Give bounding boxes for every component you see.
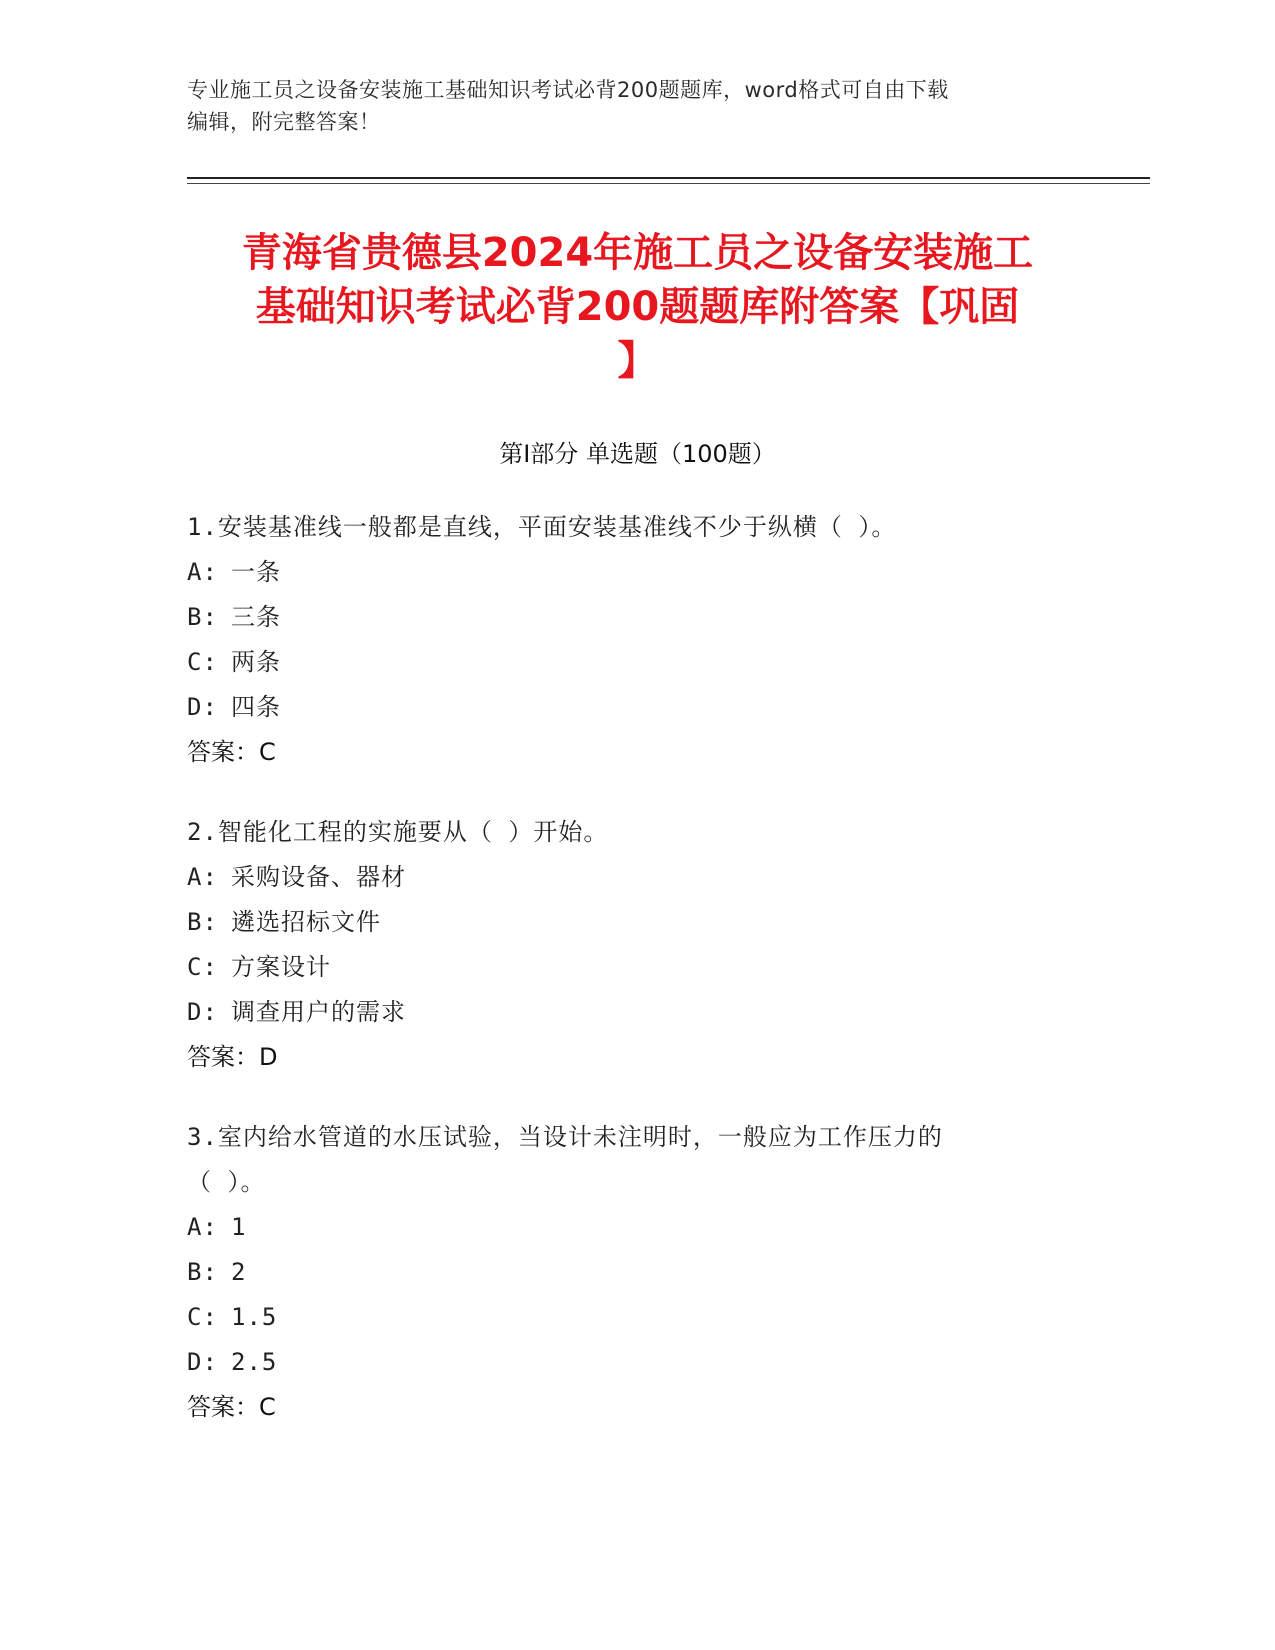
option-text: 1.5 (231, 1303, 278, 1331)
option-text: 方案设计 (231, 953, 331, 981)
option-letter: C: (187, 953, 218, 981)
question-2 (187, 810, 1087, 1080)
option-letter: C: (187, 648, 218, 676)
option-letter: D: (187, 1348, 218, 1376)
option-c (187, 1295, 1087, 1340)
option-letter: D: (187, 998, 218, 1026)
option-text: 调查用户的需求 (231, 998, 406, 1026)
answer-line: 答案：C (187, 1393, 276, 1421)
option-letter: A: (187, 558, 218, 586)
option-b (187, 1250, 1087, 1295)
header-note (187, 74, 1067, 138)
question-stem-line-2: （ ）。 (187, 1168, 266, 1196)
header-divider-thin (187, 183, 1150, 184)
title-line-2: 基础知识考试必背200题题库附答案【巩固 (255, 284, 1020, 330)
option-text: 遴选招标文件 (231, 908, 381, 936)
title-line-1: 青海省贵德县2024年施工员之设备安装施工 (241, 230, 1034, 276)
option-text: 1 (231, 1213, 247, 1241)
option-letter: B: (187, 1258, 218, 1286)
document-title (150, 226, 1125, 388)
header-note-line-2: 编辑，附完整答案！ (187, 110, 381, 134)
question-stem: 2.智能化工程的实施要从（ ）开始。 (187, 818, 609, 846)
section-heading: 第I部分 单选题（100题） (499, 440, 776, 468)
option-letter: B: (187, 908, 218, 936)
answer-line: 答案：D (187, 1043, 278, 1071)
option-d (187, 990, 1087, 1035)
option-letter: A: (187, 1213, 218, 1241)
option-a (187, 550, 1087, 595)
option-c (187, 945, 1087, 990)
question-stem-line-1: 3.室内给水管道的水压试验，当设计未注明时，一般应为工作压力的 (187, 1123, 943, 1151)
option-d (187, 685, 1087, 730)
option-letter: B: (187, 603, 218, 631)
option-text: 三条 (231, 603, 281, 631)
answer-line: 答案：C (187, 738, 276, 766)
option-a (187, 855, 1087, 900)
question-stem: 1.安装基准线一般都是直线，平面安装基准线不少于纵横（ ）。 (187, 513, 897, 541)
option-text: 2.5 (231, 1348, 278, 1376)
option-letter: C: (187, 1303, 218, 1331)
option-letter: D: (187, 693, 218, 721)
option-b (187, 900, 1087, 945)
option-text: 四条 (231, 693, 281, 721)
option-text: 2 (231, 1258, 247, 1286)
title-line-3: 】 (617, 338, 658, 384)
option-text: 采购设备、器材 (231, 863, 406, 891)
option-letter: A: (187, 863, 218, 891)
header-divider-thick (187, 177, 1150, 179)
option-c (187, 640, 1087, 685)
question-1 (187, 505, 1087, 775)
option-d (187, 1340, 1087, 1385)
question-3 (187, 1115, 1087, 1430)
option-a (187, 1205, 1087, 1250)
option-text: 一条 (231, 558, 281, 586)
header-note-line-1: 专业施工员之设备安装施工基础知识考试必背200题题库，word格式可自由下载 (187, 78, 949, 102)
option-b (187, 595, 1087, 640)
option-text: 两条 (231, 648, 281, 676)
